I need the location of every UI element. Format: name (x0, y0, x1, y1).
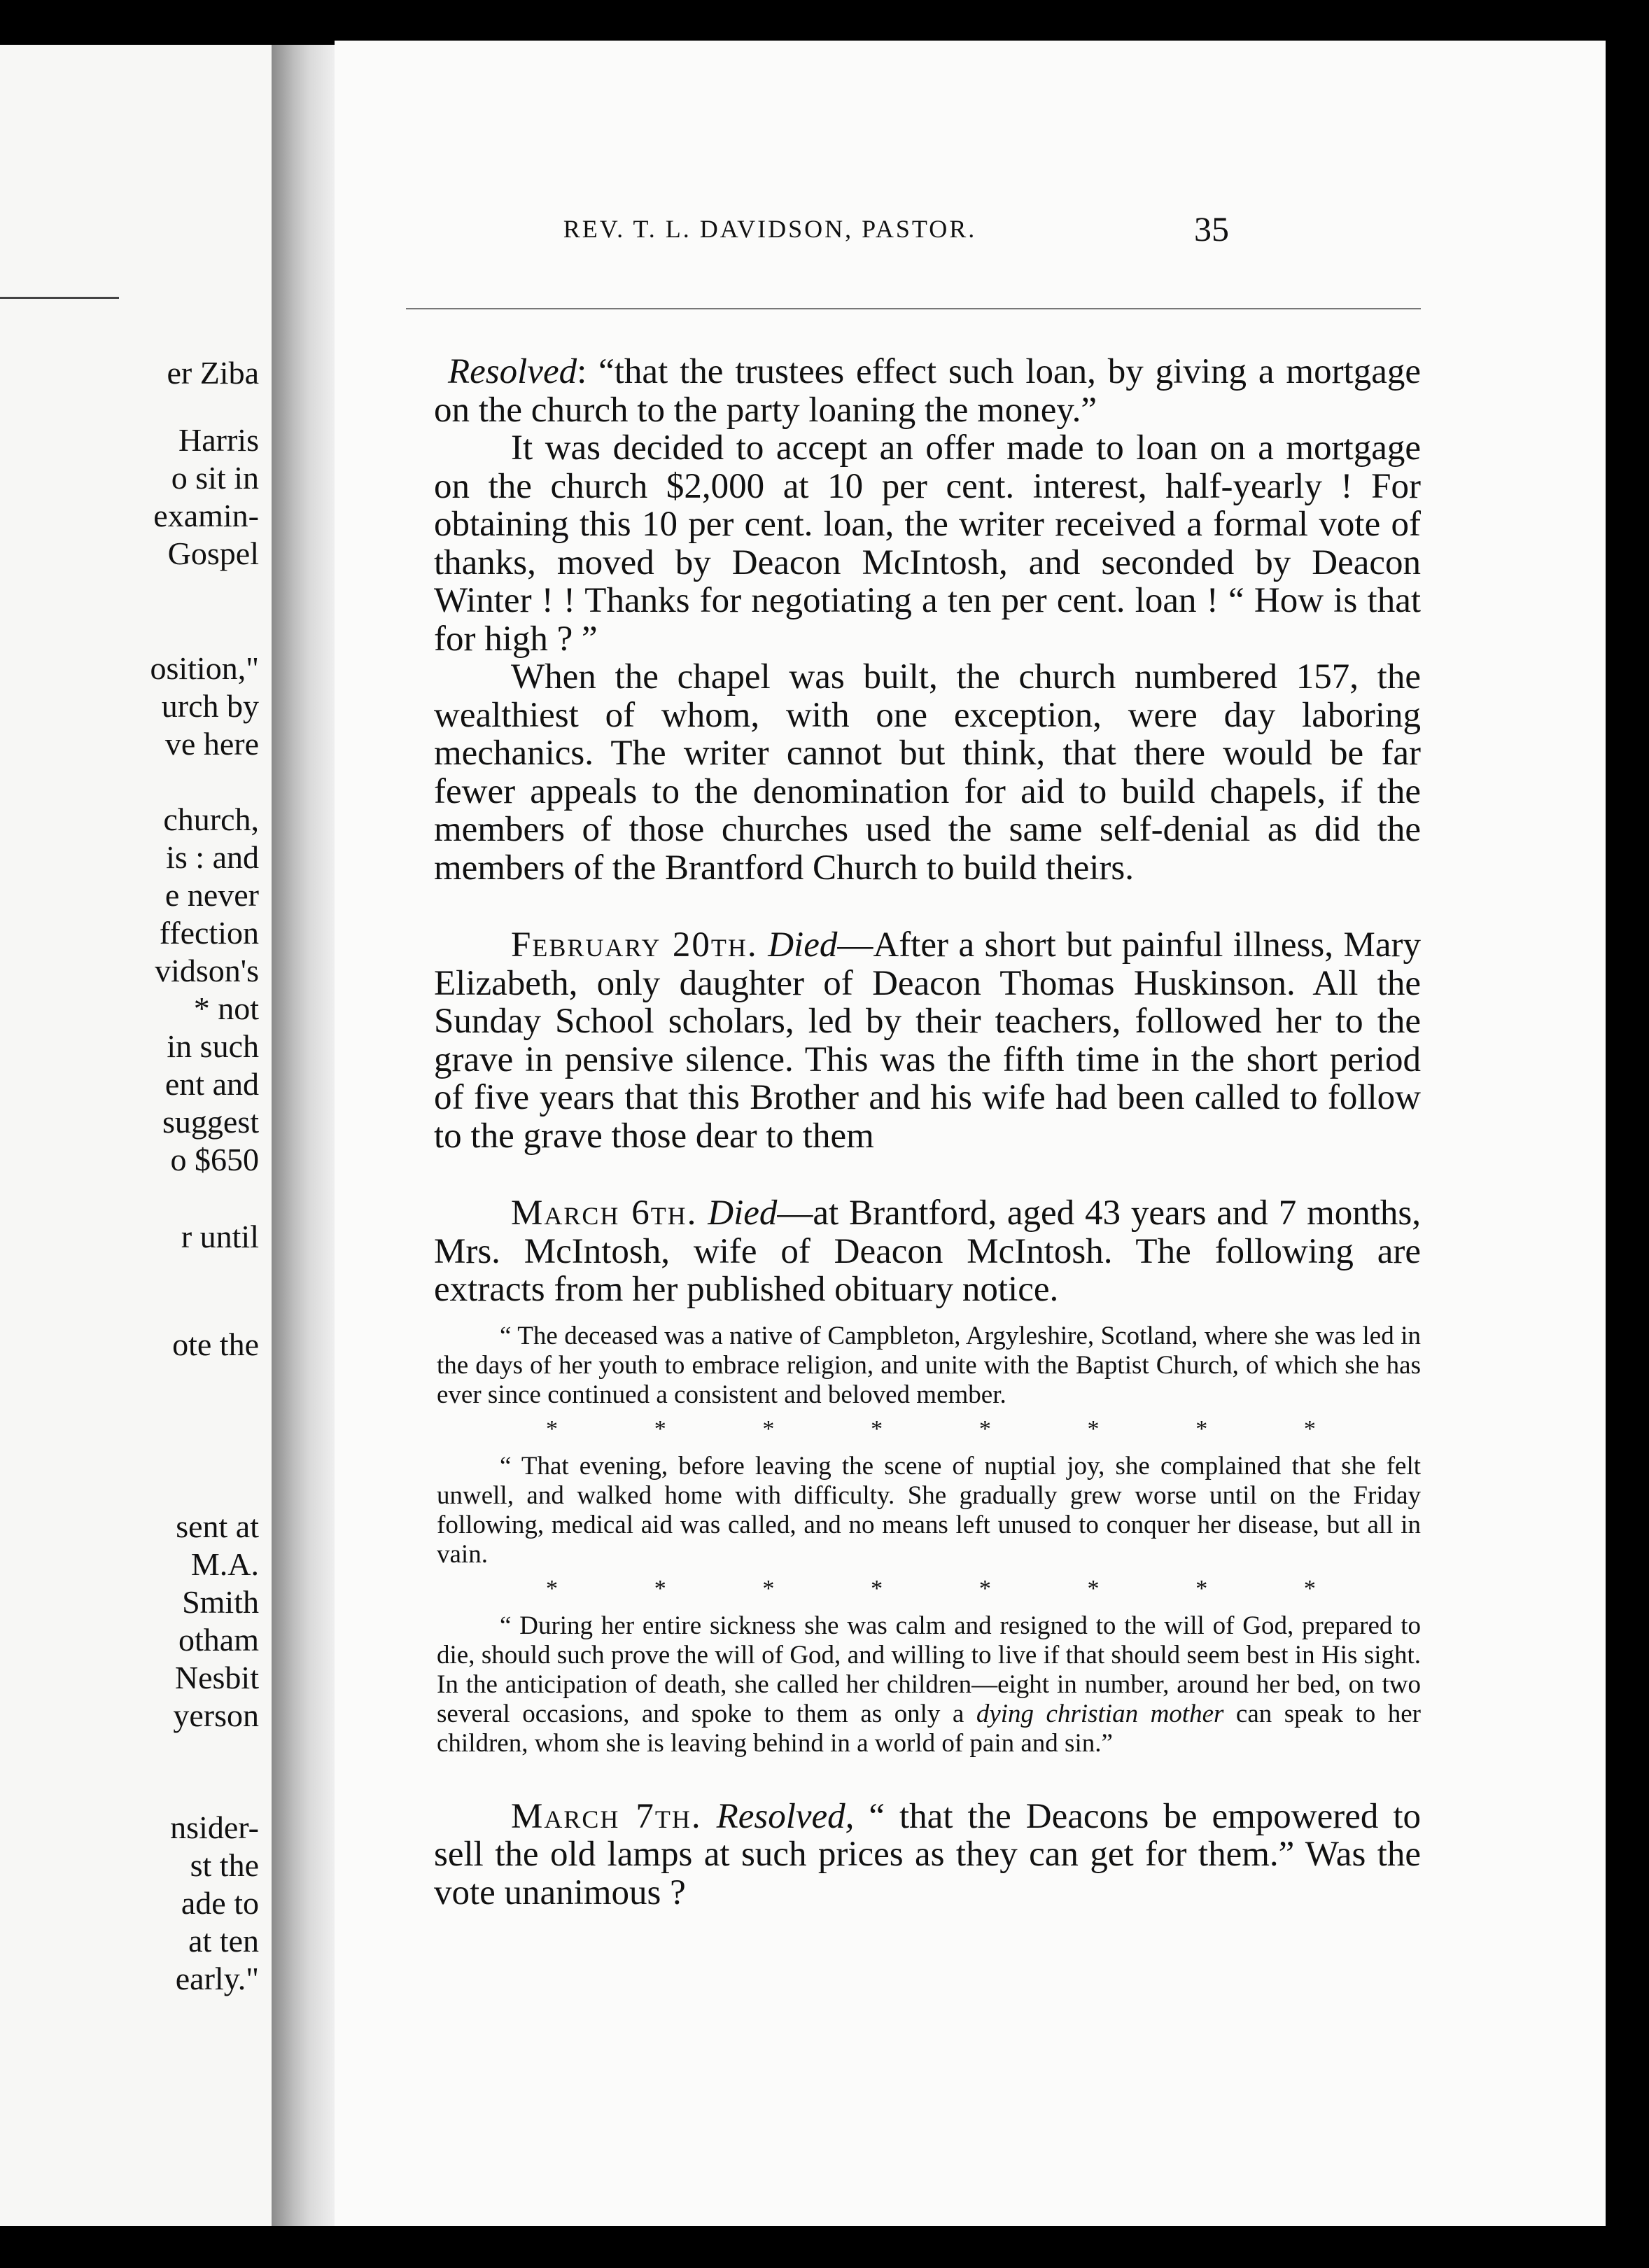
previous-page-line: at ten (188, 1923, 259, 1959)
previous-page-line: ade to (181, 1885, 259, 1921)
previous-page-line: urch by (161, 688, 259, 724)
previous-page-line: Nesbit (174, 1660, 259, 1695)
page-header (364, 209, 1229, 258)
previous-page-line: Harris (178, 422, 259, 458)
previous-page-line: o $650 (170, 1142, 259, 1177)
paragraph-february-20 (434, 926, 1421, 1155)
paragraph-gap (434, 1309, 1421, 1322)
previous-page-line: st the (190, 1847, 259, 1883)
star: * (654, 1575, 666, 1602)
star: * (1087, 1415, 1100, 1442)
star: * (1303, 1415, 1316, 1442)
quote-emphasis: dying christian mother (976, 1699, 1224, 1728)
paragraph-march-6 (434, 1194, 1421, 1309)
book-gutter (272, 45, 335, 2226)
star: * (978, 1575, 991, 1602)
entry-date: February 20th. (511, 925, 758, 965)
previous-page-line: ote the (172, 1326, 259, 1362)
entry-date: March 6th. (511, 1194, 698, 1233)
obituary-quote-1: “ The deceased was a native of Campbleton, Argyleshire, Scotland, where she was led in the days of her youth to embrace religion, and unite with the Baptist Church, of which she has ever since continued a consistent and beloved member. (437, 1321, 1421, 1409)
entry-date: March 7th. (511, 1796, 702, 1836)
previous-page-line: o sit in (171, 460, 259, 496)
paragraph-text: “ that the Deacons be empowered to sell the old lamps at such prices as they can get for them.” Was the vote unanimous ? (434, 1796, 1421, 1912)
star: * (1195, 1575, 1208, 1602)
resolved-label: Resolved (448, 352, 577, 391)
star: * (1087, 1575, 1100, 1602)
running-head: REV. T. L. DAVIDSON, PASTOR. (563, 215, 977, 243)
resolved-label: Resolved, (716, 1796, 855, 1836)
ellipsis-stars (546, 1575, 1316, 1603)
header-rule (406, 308, 1421, 309)
previous-page-line: M.A. (190, 1546, 259, 1582)
died-label: Died (708, 1194, 778, 1233)
previous-page-line: er Ziba (167, 355, 259, 391)
star: * (1195, 1415, 1208, 1442)
previous-page-line: examin- (153, 498, 259, 533)
previous-page-line: suggest (162, 1104, 259, 1140)
paragraph-loan-offer: It was decided to accept an offer made to loan on a mortgage on the church $2,000 at 10 per cent. interest, half-yearly ! For obtaining this 10 per cent. loan, the writer received a formal vote of thanks, moved by Deacon McIntosh, and seconded by Deacon Winter ! ! Thanks for negotiating a ten per cent. loan ! “ How is that for high ? ” (434, 428, 1421, 659)
previous-page-line: church, (163, 802, 259, 837)
page-number: 35 (1194, 209, 1229, 248)
paragraph-march-7 (434, 1798, 1421, 1912)
paragraph-text: : “that the trustees effect such loan, by giving a mortgage on the church to the party loaning the money.” (434, 352, 1421, 430)
previous-page-line: Gospel (167, 536, 259, 571)
previous-page-line: sent at (176, 1508, 259, 1544)
obituary-quote-2: “ That evening, before leaving the scene of nuptial joy, she complained that she felt unwell, and walked home with difficulty. She gradually grew worse until on the Friday following, medical aid was called, and no means left unused to conquer her disease, but all in vain. (437, 1451, 1421, 1569)
previous-page-line: ve here (164, 726, 259, 762)
paragraph-text: —After a short but painful illness, Mary Elizabeth, only daughter of Deacon Thomas Huskinson. All the Sunday School scholars, led by their teachers, followed her to the grave in pensive silence. This was the fifth time in the short period of five years that this Brother and his wife had been called to follow to the grave those dear to them (434, 925, 1421, 1156)
previous-page-line: early." (175, 1961, 259, 1996)
died-label: Died (768, 925, 838, 965)
quote-text: can speak to her children, whom she is leaving behind in a world of pain and sin.” (437, 1699, 1421, 1758)
star: * (546, 1575, 558, 1602)
previous-page-line: in such (167, 1028, 259, 1064)
previous-page-line: vidson's (155, 953, 259, 988)
star: * (871, 1415, 883, 1442)
paragraph-text: —at Brantford, aged 43 years and 7 months, Mrs. McIntosh, wife of Deacon McIntosh. The following are extracts from her published obituary notice. (434, 1194, 1422, 1309)
previous-page-line: r until (181, 1219, 259, 1254)
previous-page-line: nsider- (170, 1809, 259, 1845)
quote-text: “ During her entire sickness she was calm and resigned to the will of God, prepared to die, should such prove the will of God, and willing to live if that should seem best in His sight. In the anticipation of death, she called her children—eight in number, around her bed, on two several occasions, and spoke to them as only a (437, 1611, 1421, 1728)
previous-page-line: Smith (182, 1584, 259, 1620)
previous-page-line: ffection (159, 915, 259, 951)
paragraph-chapel-built: When the chapel was built, the church numbered 157, the wealthiest of whom, with one exception, were day laboring mechanics. The writer cannot but think, that there would be far fewer appeals to the denomination for aid to build chapels, if the members of those churches used the same self-denial as did the members of the Brantford Church to build theirs. (434, 657, 1421, 888)
page-body (434, 353, 1421, 1912)
previous-page-line: * not (193, 990, 259, 1026)
star: * (654, 1415, 666, 1442)
star: * (978, 1415, 991, 1442)
previous-page-line: osition," (150, 650, 259, 686)
previous-page-line: otham (178, 1622, 259, 1658)
previous-page-line: ent and (164, 1066, 259, 1102)
previous-page-line: is : and (166, 839, 259, 875)
paragraph-gap (434, 887, 1421, 926)
star: * (762, 1415, 775, 1442)
paragraph-resolved-loan (434, 353, 1421, 429)
paragraph-gap (434, 1155, 1421, 1194)
ellipsis-stars (546, 1415, 1316, 1443)
previous-page-line: yerson (173, 1698, 259, 1733)
paragraph-gap (434, 1758, 1421, 1798)
star: * (871, 1575, 883, 1602)
obituary-quote-3 (434, 1611, 1421, 1758)
scan-border (0, 2226, 1649, 2268)
previous-page-line: e never (164, 877, 259, 913)
star: * (546, 1415, 558, 1442)
star: * (762, 1575, 775, 1602)
previous-page-fragment (0, 45, 272, 2226)
previous-page-rule (0, 297, 119, 299)
star: * (1303, 1575, 1316, 1602)
